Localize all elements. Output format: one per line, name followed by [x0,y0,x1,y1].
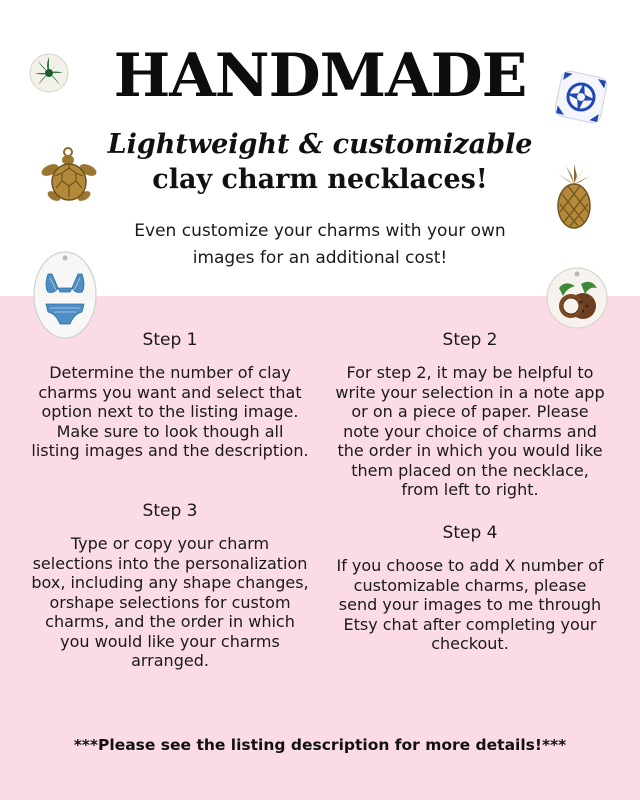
step-1-label: Step 1 [142,330,198,350]
turtle-charm-icon [38,144,102,208]
step-1 [30,329,310,461]
step-2-text: For step 2, it may be helpful to write your selection in a note app or on a piece of paper. Please note your choice of charms and the order in which you would like them placed on the necklace, from left to right. [335,363,605,499]
page-title: HANDMADE [113,41,527,111]
step-2-label: Step 2 [442,330,498,350]
coconut-charm-icon [545,266,609,330]
intro-text: Even customize your charms with your own images for an additional cost! [134,221,506,268]
pineapple-charm-icon [548,162,600,232]
step-1-text: Determine the number of clay charms you want and select that option next to the listing image. Make sure to look though all listing images and the description. [31,363,309,460]
step-4-label: Step 4 [442,523,498,543]
subtitle-line-2: clay charm necklaces! [152,164,488,195]
step-2 [332,329,608,500]
footer-note: ***Please see the listing description for more details!*** [73,736,567,754]
step-3-label: Step 3 [142,501,198,521]
swimsuit-charm-icon [30,248,100,342]
step-3 [30,500,310,671]
subtitle-line-1: Lightweight & customizable [107,129,533,160]
step-4-text: If you choose to add X number of customizable charms, please send your images to me through Etsy chat after completing your checkout. [336,556,604,653]
step-4 [332,522,608,654]
step-3-text: Type or copy your charm selections into the personalization box, including any shape changes, orshape selections for custom charms, and the order in which you would like your charms arranged. [31,534,309,670]
blue-tile-charm-icon [552,68,610,126]
leaf-charm-icon [28,52,70,94]
